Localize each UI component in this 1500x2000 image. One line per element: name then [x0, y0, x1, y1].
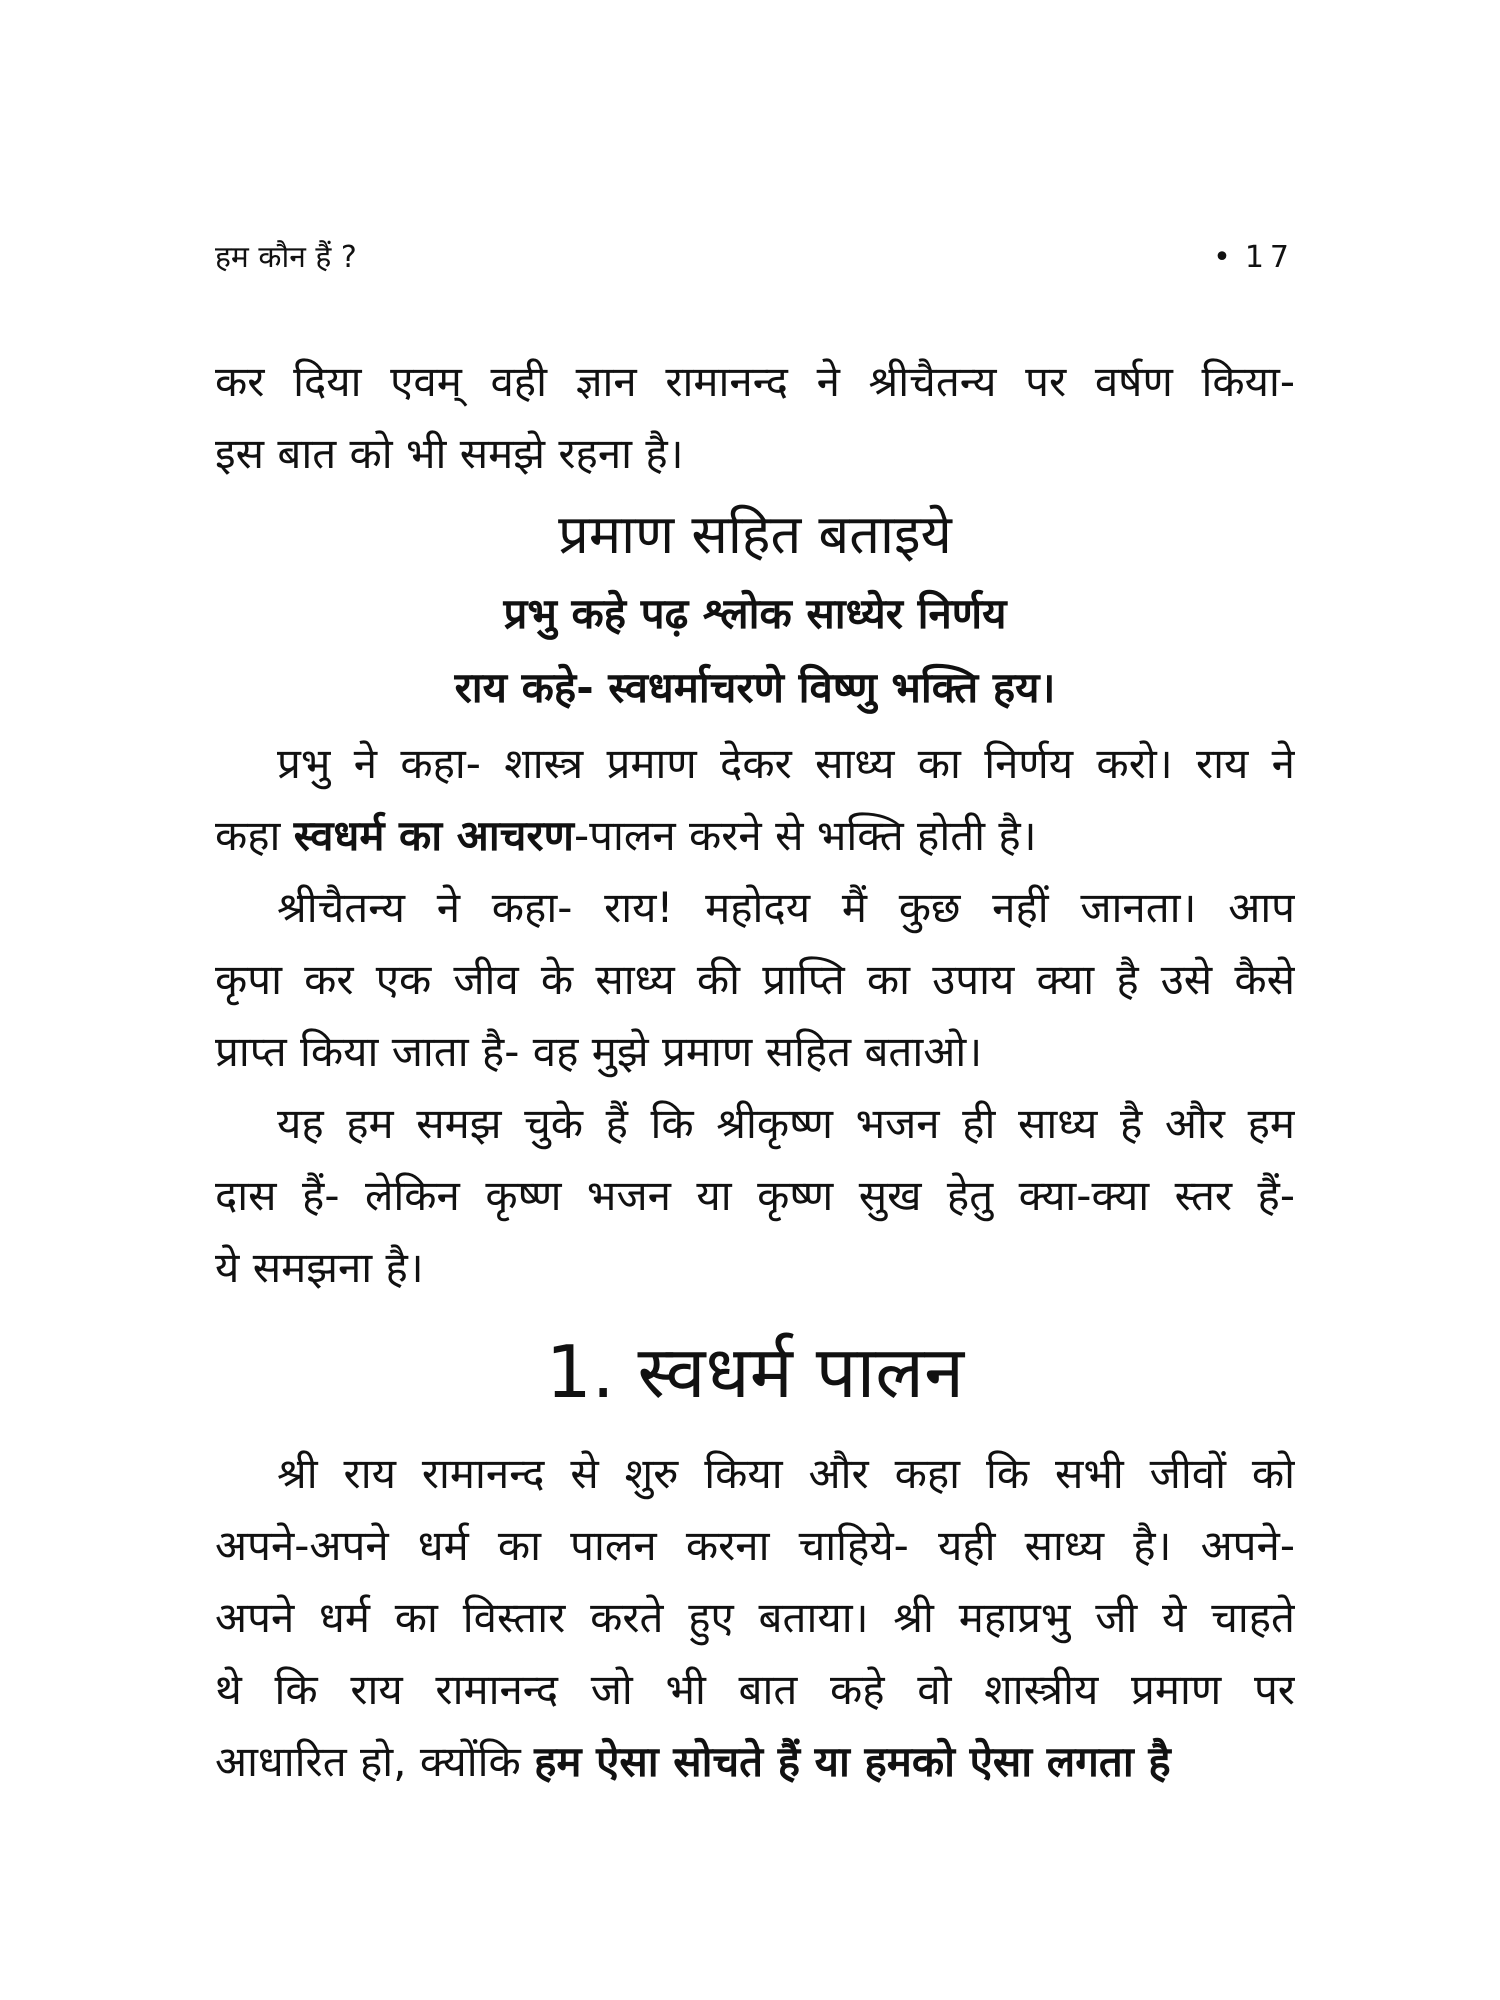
- running-title: हम कौन हैं ?: [215, 240, 357, 275]
- running-header: [215, 236, 1295, 280]
- emphasis-text: हम ऐसा सोचते हैं या हमको ऐसा लगता है: [534, 1737, 1171, 1786]
- paragraph-line: यह हम समझ चुके हैं कि श्रीकृष्ण भजन ही साध्य है और हम: [277, 1099, 1295, 1148]
- paragraph-line: इस बात को भी समझे रहना है।: [215, 429, 684, 478]
- verse-line: प्रभु कहे पढ़ श्लोक साध्येर निर्णय: [503, 589, 1007, 638]
- paragraph-line: दास हैं- लेकिन कृष्ण भजन या कृष्ण सुख हेतु क्या-क्या स्तर हैं-: [215, 1171, 1295, 1220]
- paragraph-line: ये समझना है।: [215, 1243, 424, 1292]
- paragraph-line: अपने धर्म का विस्तार करते हुए बताया। श्री महाप्रभु जी ये चाहते: [215, 1593, 1295, 1642]
- paragraph-line: श्री राय रामानन्द से शुरु किया और कहा कि सभी जीवों को: [277, 1449, 1295, 1498]
- section-heading: प्रमाण सहित बताइये: [558, 503, 952, 566]
- text-run: -पालन करने से भक्ति होती है।: [573, 811, 1037, 860]
- paragraph-line: प्राप्त किया जाता है- वह मुझे प्रमाण सहित बताओ।: [215, 1027, 983, 1076]
- paragraph-line: प्रभु ने कहा- शास्त्र प्रमाण देकर साध्य का निर्णय करो। राय ने: [277, 739, 1295, 788]
- verse-line: राय कहे- स्वधर्माचरणे विष्णु भक्ति हय।: [454, 663, 1056, 712]
- page-number: • 17: [1213, 236, 1295, 280]
- text-run: कहा: [215, 811, 294, 860]
- chapter-heading: 1. स्वधर्म पालन: [545, 1330, 965, 1414]
- paragraph-line: श्रीचैतन्य ने कहा- राय! महोदय मैं कुछ नहीं जानता। आप: [277, 883, 1295, 932]
- paragraph-line: [215, 1726, 1295, 1798]
- paragraph-line: अपने-अपने धर्म का पालन करना चाहिये- यही साध्य है। अपने-: [215, 1521, 1295, 1570]
- paragraph-line: थे कि राय रामानन्द जो भी बात कहे वो शास्त्रीय प्रमाण पर: [215, 1665, 1295, 1714]
- paragraph-line: कृपा कर एक जीव के साध्य की प्राप्ति का उपाय क्या है उसे कैसे: [215, 955, 1295, 1004]
- paragraph-line: [215, 800, 1295, 872]
- text-run: आधारित हो, क्योंकि: [215, 1737, 535, 1786]
- paragraph-line: कर दिया एवम् वही ज्ञान रामानन्द ने श्रीचैतन्य पर वर्षण किया-: [215, 357, 1295, 406]
- emphasis-text: स्वधर्म का आचरण: [293, 811, 574, 860]
